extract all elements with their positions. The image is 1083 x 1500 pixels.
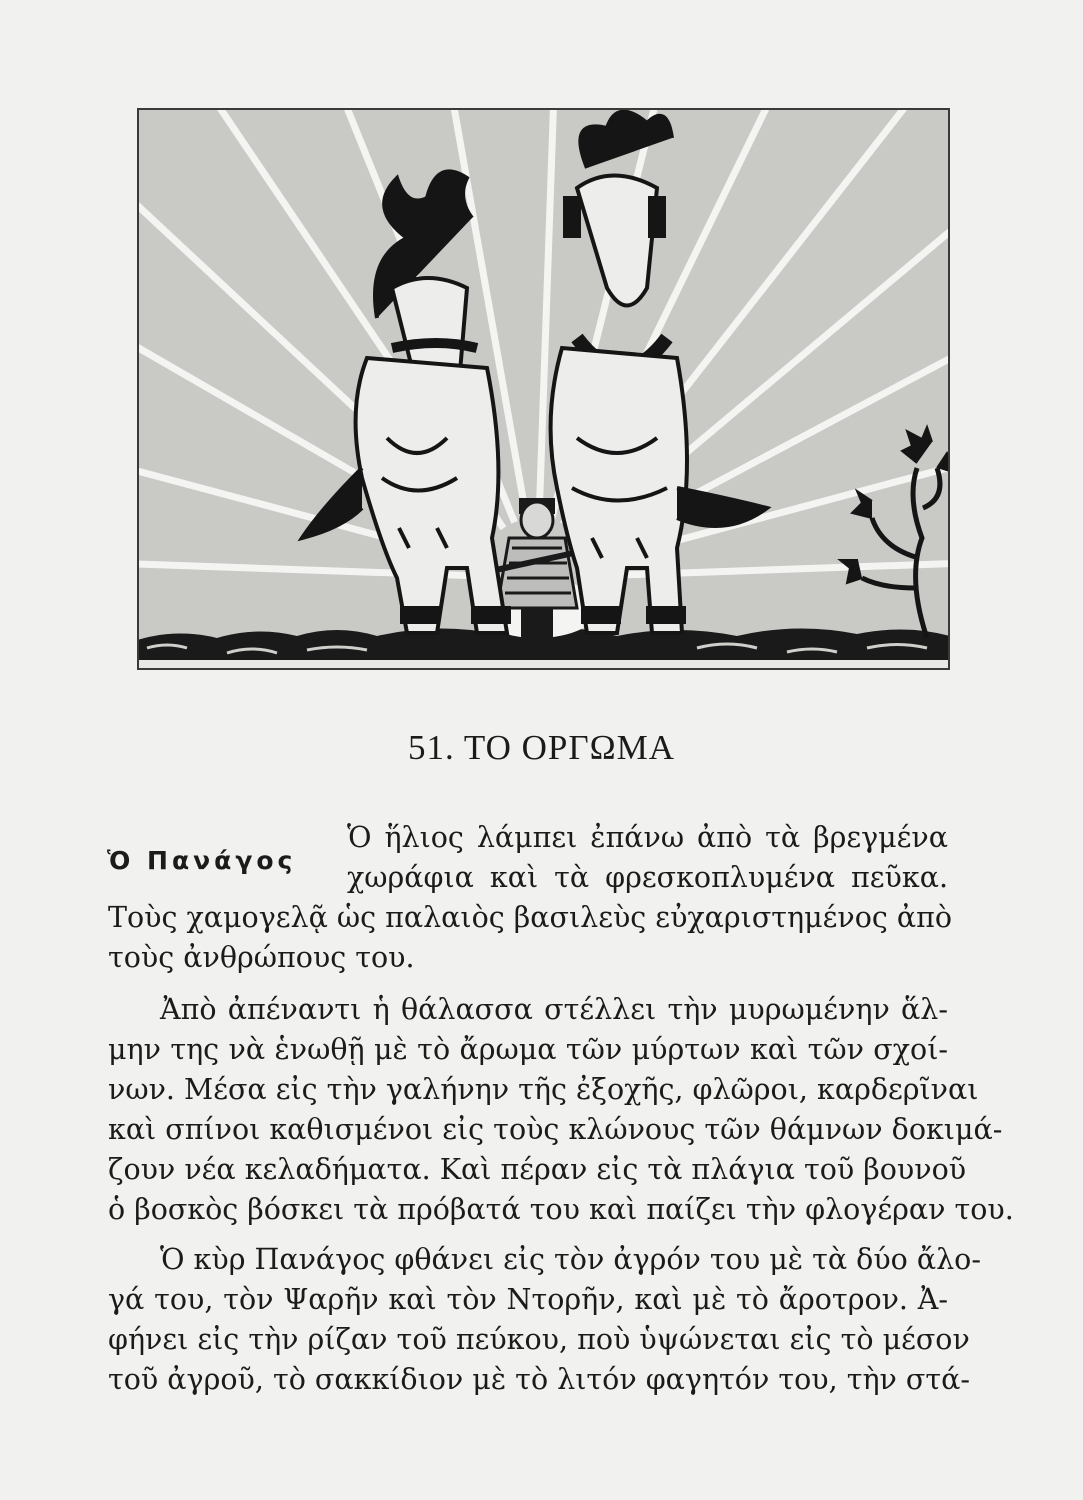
text-line: ὁ βοσκὸς βόσκει τὰ πρόβατά του καὶ παίζει τὴν φλογέραν του. <box>108 1193 1014 1226</box>
text-line: ζουν νέα κελαδήματα. Καὶ πέραν εἰς τὰ πλάγια τοῦ βουνοῦ <box>108 1153 967 1186</box>
text-line: χωράφια καὶ τὰ φρεσκοπλυμένα πεῦκα. <box>347 861 948 894</box>
text-line: τοῦ ἀγροῦ, τὸ σακκίδιον μὲ τὸ λιτόν φαγητόν του, τὴν στά- <box>108 1363 971 1396</box>
text-line: Ὁ κὺρ Πανάγος φθάνει εἰς τὸν ἀγρόν του μὲ τὰ δύο ἄλο- <box>160 1243 981 1276</box>
text-line: καὶ σπίνοι καθισμένοι εἰς τοὺς κλώνους τῶν θάμνων δοκιμά- <box>108 1113 1003 1146</box>
text-line: Ἀπὸ ἀπέναντι ἡ θάλασσα στέλλει τὴν μυρωμένην ἅλ- <box>160 993 948 1026</box>
text-line: φήνει εἰς τὴν ρίζαν τοῦ πεύκου, ποὺ ὑψώνεται εἰς τὸ μέσον <box>108 1323 970 1356</box>
text-line: μην της νὰ ἑνωθῇ μὲ τὸ ἄρωμα τῶν μύρτων καὶ τῶν σχοί- <box>108 1033 948 1066</box>
text-line: Ὁ ἥλιος λάμπει ἐπάνω ἀπὸ τὰ βρεγμένα <box>347 821 948 854</box>
text-line: Τοὺς χαμογελᾷ ὡς παλαιὸς βασιλεὺς εὐχαριστημένος ἀπὸ <box>108 901 953 934</box>
text-line: νων. Μέσα εἰς τὴν γαλήνην τῆς ἐξοχῆς, φλῶροι, καρδερῖναι <box>108 1073 979 1106</box>
chapter-title: 51. ΤΟ ΟΡΓΩΜΑ <box>407 728 676 767</box>
ploughing-illustration <box>137 108 950 670</box>
marginal-note: Ὁ Πανάγος <box>107 846 297 875</box>
text-line: γά του, τὸν Ψαρῆν καὶ τὸν Ντορῆν, καὶ μὲ τὸ ἄροτρον. Ἀ- <box>108 1283 948 1316</box>
text-line: τοὺς ἀνθρώπους του. <box>108 941 415 974</box>
